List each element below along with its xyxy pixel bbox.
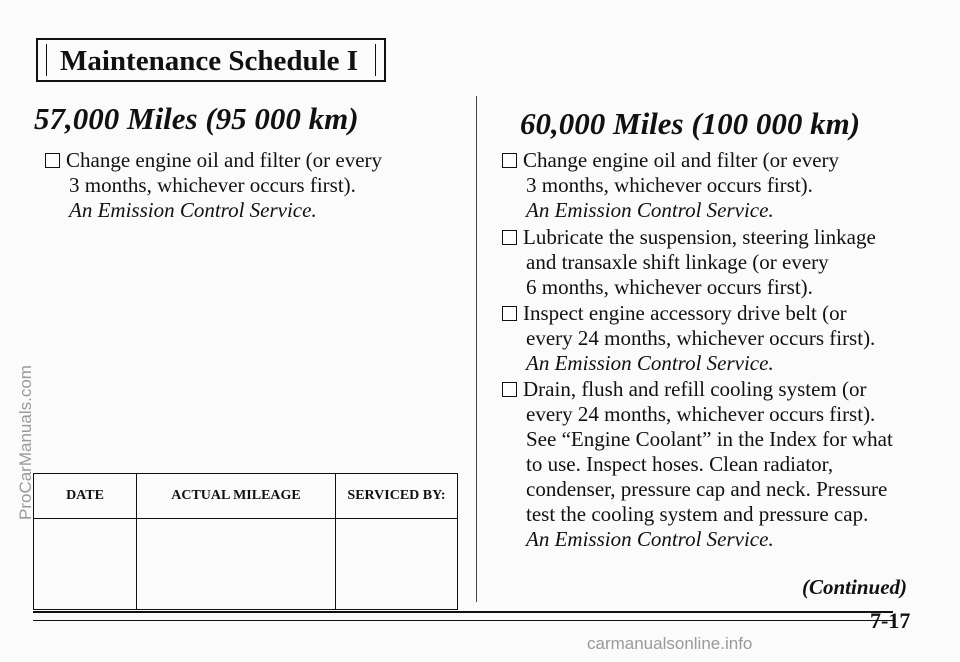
right-item-1 (502, 148, 839, 223)
table-cell-serviced-by[interactable] (336, 519, 458, 610)
item-text: Lubricate the suspension, steering linkage (523, 225, 876, 249)
item-text: every 24 months, whichever occurs first). (526, 326, 876, 350)
right-item-2 (502, 225, 876, 300)
item-text: test the cooling system and pressure cap. (526, 502, 869, 526)
footer-rule (33, 611, 893, 613)
emission-note: An Emission Control Service. (69, 198, 317, 222)
item-text: to use. Inspect hoses. Clean radiator, (526, 452, 834, 476)
emission-note: An Emission Control Service. (526, 198, 774, 222)
service-record-table (33, 473, 458, 610)
right-heading: 60,000 Miles (100 000 km) (520, 106, 861, 141)
item-text: Inspect engine accessory drive belt (or (523, 301, 847, 325)
checkbox-icon[interactable] (502, 306, 517, 321)
left-heading: 57,000 Miles (95 000 km) (34, 101, 359, 136)
table-header-mileage: ACTUAL MILEAGE (137, 474, 336, 519)
table-header-serviced-by: SERVICED BY: (336, 474, 458, 519)
checkbox-icon[interactable] (502, 230, 517, 245)
footer-rule-thin (33, 620, 893, 621)
emission-note: An Emission Control Service. (526, 527, 774, 551)
page-number: 7-17 (870, 608, 911, 633)
table-cell-mileage[interactable] (137, 519, 336, 610)
item-text: every 24 months, whichever occurs first). (526, 402, 876, 426)
left-item-1 (45, 148, 382, 223)
watermark-bottom: carmanualsonline.info (587, 634, 753, 653)
item-text: 6 months, whichever occurs first). (526, 275, 813, 299)
emission-note: An Emission Control Service. (526, 351, 774, 375)
item-text: 3 months, whichever occurs first). (526, 173, 813, 197)
right-item-4 (502, 377, 893, 552)
table-cell-date[interactable] (34, 519, 137, 610)
section-title: Maintenance Schedule I (60, 45, 359, 77)
item-text: Drain, flush and refill cooling system (or (523, 377, 867, 401)
item-text: Change engine oil and filter (or every (66, 148, 383, 172)
right-item-3 (502, 301, 875, 376)
checkbox-icon[interactable] (502, 382, 517, 397)
item-text: condenser, pressure cap and neck. Pressure (526, 477, 888, 501)
item-text: Change engine oil and filter (or every (523, 148, 840, 172)
item-text: 3 months, whichever occurs first). (69, 173, 356, 197)
watermark-side: ProCarManuals.com (16, 365, 35, 520)
checkbox-icon[interactable] (502, 153, 517, 168)
checkbox-icon[interactable] (45, 153, 60, 168)
table-header-date: DATE (34, 474, 137, 519)
item-text: See “Engine Coolant” in the Index for what (526, 427, 893, 451)
column-divider (476, 96, 477, 602)
item-text: and transaxle shift linkage (or every (526, 250, 829, 274)
continued-label: (Continued) (802, 575, 908, 599)
